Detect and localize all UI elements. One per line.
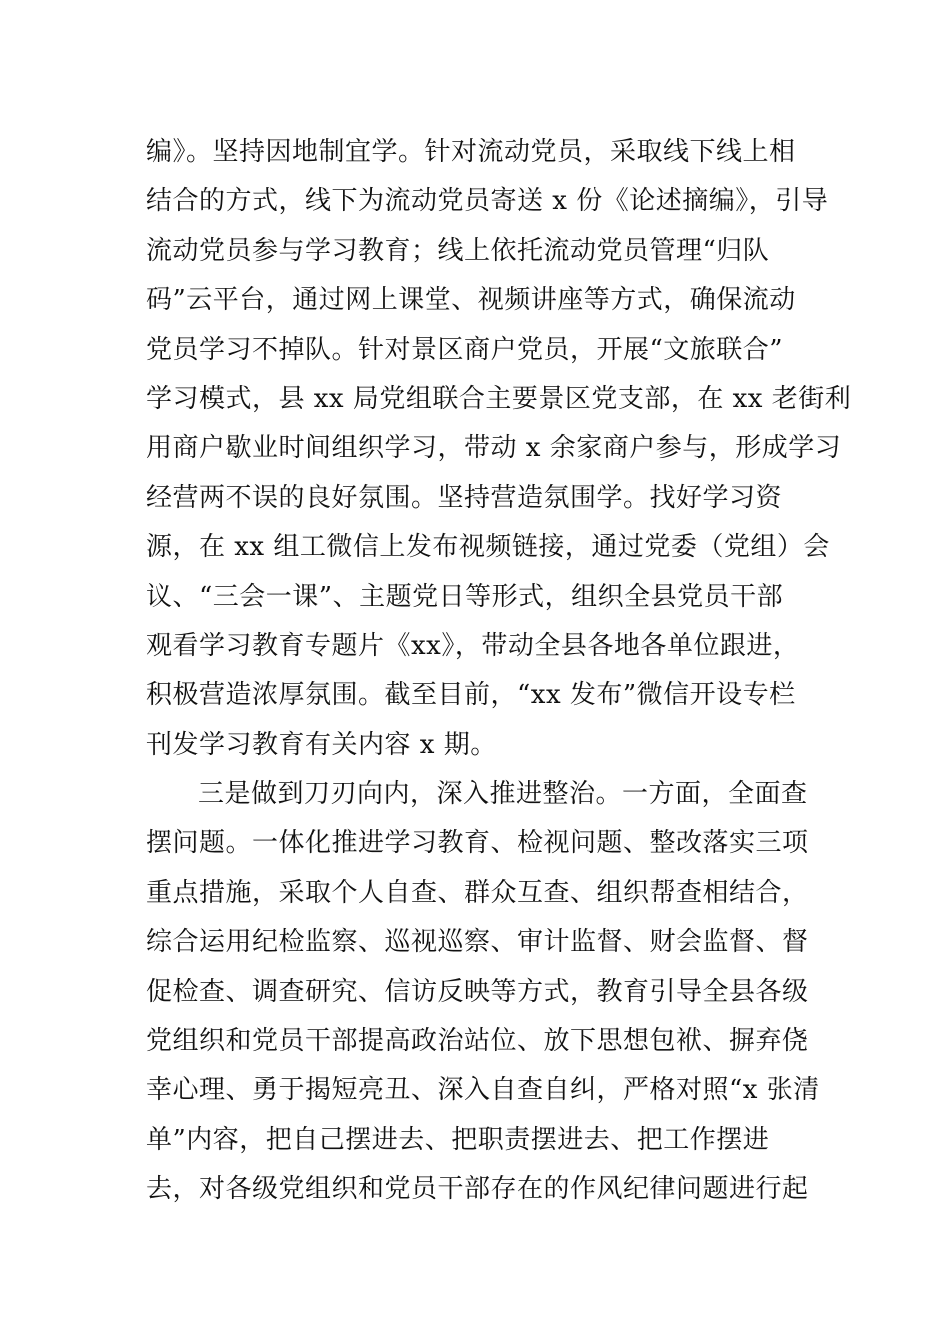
text-line: 促检查、调查研究、信访反映等方式，教育引导全县各级 bbox=[146, 976, 809, 1007]
text-line: 源，在 xx 组工微信上发布视频链接，通过党委（党组）会 bbox=[146, 532, 830, 563]
text-line: 用商户歇业时间组织学习，带动 x 余家商户参与，形成学习 bbox=[146, 433, 842, 464]
text-line: 议、“三会一课”、主题党日等形式，组织全县党员干部 bbox=[146, 581, 784, 612]
text-line: 摆问题。一体化推进学习教育、检视问题、整改落实三项 bbox=[146, 828, 809, 859]
text-line: 积极营造浓厚氛围。截至目前，“xx 发布”微信开设专栏 bbox=[146, 680, 796, 711]
body-text bbox=[146, 128, 852, 1215]
text-line: 幸心理、勇于揭短亮丑、深入自查自纠，严格对照“x 张清 bbox=[146, 1075, 820, 1106]
text-line: 观看学习教育专题片《xx》，带动全县各地各单位跟进， bbox=[146, 630, 800, 661]
paragraph-start-line: 三是做到刀刃向内，深入推进整治。一方面，全面查 bbox=[198, 779, 808, 810]
text-line: 综合运用纪检监察、巡视巡察、审计监督、财会监督、督 bbox=[146, 927, 809, 958]
text-line: 编》。坚持因地制宜学。针对流动党员，采取线下线上相 bbox=[146, 137, 796, 167]
text-line: 党组织和党员干部提高政治站位、放下思想包袱、摒弃侥 bbox=[146, 1026, 809, 1057]
text-line: 经营两不误的良好氛围。坚持营造氛围学。找好学习资 bbox=[146, 482, 783, 513]
text-line: 结合的方式，线下为流动党员寄送 x 份《论述摘编》，引导 bbox=[146, 186, 829, 217]
text-line: 刊发学习教育有关内容 x 期。 bbox=[146, 729, 497, 760]
text-line: 学习模式，县 xx 局党组联合主要景区党支部，在 xx 老街利 bbox=[146, 383, 852, 414]
text-line: 去，对各级党组织和党员干部存在的作风纪律问题进行起 bbox=[146, 1174, 809, 1205]
text-line: 重点措施，采取个人自查、群众互查、组织帮查相结合， bbox=[146, 877, 809, 908]
text-line: 党员学习不掉队。针对景区商户党员，开展“文旅联合” bbox=[146, 334, 784, 365]
text-line: 流动党员参与学习教育；线上依托流动党员管理“归队 bbox=[146, 235, 770, 266]
text-line: 码”云平台，通过网上课堂、视频讲座等方式，确保流动 bbox=[146, 285, 796, 316]
text-line: 单”内容，把自己摆进去、把职责摆进去、把工作摆进 bbox=[146, 1124, 770, 1155]
